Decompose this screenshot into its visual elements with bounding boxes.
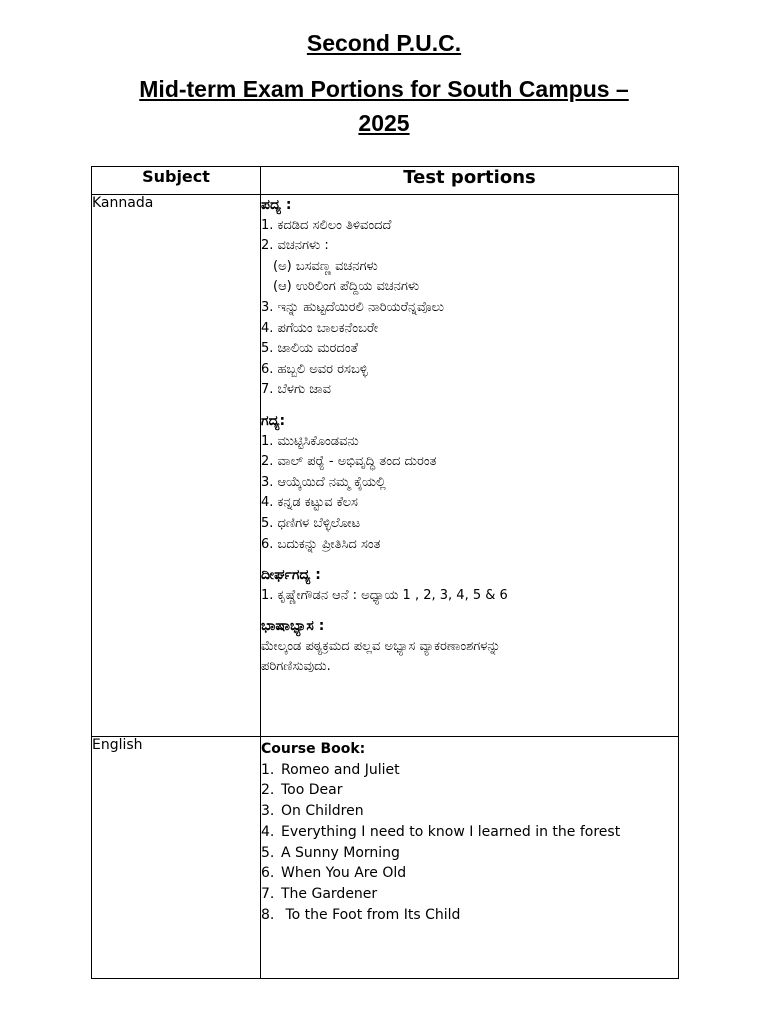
list-item-number: 6.	[261, 865, 275, 882]
list-item-text: The Gardener	[281, 885, 378, 902]
list-item: 4. ಪಗೆಯಂ ಬಾಲಕನೆಂಬರೇ	[261, 320, 379, 336]
column-header-test-portions: Test portions	[261, 167, 679, 195]
list-item	[261, 905, 678, 926]
portions-table	[91, 166, 679, 979]
list-item: 1. ಕೃಷ್ಣೇಗೌಡನ ಆನೆ : ಅಧ್ಯಾಯ 1 , 2, 3, 4, 5 & 6	[261, 587, 508, 603]
list-item-number: 2.	[261, 782, 275, 799]
list-item-number: 4.	[261, 823, 275, 840]
page-title: Second P.U.C.	[306, 30, 462, 56]
list-item: ಪರಿಗಣಿಸುವುದು.	[261, 659, 331, 675]
table-row-kannada	[92, 195, 679, 737]
list-item-number: 7.	[261, 885, 275, 902]
list-item: 1. ಮುಟ್ಟಿಸಿಕೊಂಡವನು	[261, 433, 359, 449]
list-item: 2. ವಚನಗಳು :	[261, 238, 329, 254]
kannada-section	[261, 565, 678, 606]
list-item: 5. ಜಾಲಿಯ ಮರದಂತೆ	[261, 341, 359, 357]
list-item	[261, 884, 678, 905]
list-item-text: When You Are Old	[281, 865, 407, 882]
section-heading: ದೀರ್ಘಗದ್ಯ :	[261, 567, 321, 584]
list-item-number: 1.	[261, 761, 275, 778]
english-portions	[261, 737, 678, 925]
column-header-subject: Subject	[92, 167, 261, 195]
list-item	[261, 801, 678, 822]
list-item	[261, 760, 678, 781]
course-book-heading: Course Book:	[261, 741, 366, 757]
kannada-section	[261, 195, 678, 401]
table-header-row	[92, 167, 679, 195]
list-item: 5. ಧಣಿಗಳ ಬೆಳ್ಳಿಲೋಟ	[261, 515, 361, 531]
list-item-text: On Children	[281, 803, 364, 820]
subject-cell-english: English	[92, 737, 261, 979]
list-item: (ಆ) ಉರಿಲಿಂಗ ಪೆದ್ದಿಯ ವಚನಗಳು	[273, 279, 420, 295]
list-item	[261, 780, 678, 801]
list-item-text: To the Foot from Its Child	[281, 906, 461, 923]
list-item-text: Romeo and Juliet	[281, 761, 400, 778]
portions-cell-kannada	[261, 195, 679, 737]
list-item	[261, 843, 678, 864]
kannada-section	[261, 411, 678, 555]
table-row-english	[92, 737, 679, 979]
portions-cell-english	[261, 737, 679, 979]
section-heading: ಗದ್ಯ:	[261, 412, 286, 429]
list-item: 6. ಬದುಕನ್ನು ಪ್ರೀತಿಸಿದ ಸಂತ	[261, 536, 381, 552]
list-item-text: Too Dear	[281, 782, 343, 799]
section-heading: ಪದ್ಯ :	[261, 197, 292, 213]
list-item-number: 5.	[261, 844, 275, 861]
list-item: 3. ಇನ್ನು ಹುಟ್ಟದೆಯಿರಲಿ ನಾರಿಯರೆನ್ನವೊಲು	[261, 299, 445, 315]
list-item: ಮೇಲ್ಕಂಡ ಪಠ್ಯಕ್ರಮದ ಪಲ್ಲವ ಅಭ್ಯಾಸ ವ್ಯಾಕರಣಾಂಶಗಳನ್ನು	[261, 638, 501, 654]
list-item-number: 8.	[261, 906, 275, 923]
list-item: 7. ಬೆಳಗು ಜಾವ	[261, 382, 331, 398]
list-item: 3. ಆಯ್ಕೆಯಿದೆ ನಮ್ಮ ಕೈಯಲ್ಲಿ	[261, 474, 386, 490]
list-item: 1. ಕದಡಿದ ಸಲಿಲಂ ತಿಳಿವಂದದೆ	[261, 217, 392, 233]
kannada-section	[261, 616, 678, 678]
subtitle-line-1: Mid-term Exam Portions for South Campus –	[139, 76, 629, 102]
list-item	[261, 822, 678, 843]
list-item	[261, 863, 678, 884]
list-item-text: Everything I need to know I learned in the forest	[281, 823, 621, 840]
subtitle-line-2: 2025	[358, 110, 410, 136]
list-item-text: A Sunny Morning	[281, 844, 400, 861]
kannada-portions	[261, 195, 678, 678]
section-heading: ಭಾಷಾಭ್ಯಾಸ :	[261, 618, 325, 635]
list-item: 4. ಕನ್ನಡ ಕಟ್ಟುವ ಕೆಲಸ	[261, 495, 358, 511]
list-item: 2. ವಾಲ್ ಪರ್‍ಯೆ - ಅಭಿವೃದ್ಧಿ ತಂದ ದುರಂತ	[261, 454, 437, 470]
list-item-number: 3.	[261, 803, 275, 820]
list-item: (ಅ) ಬಸವಣ್ಣ ವಚನಗಳು	[273, 258, 378, 274]
page-subtitle	[0, 72, 768, 140]
list-item: 6. ಹಬ್ಬಲಿ ಅವರ ರಸಬಳ್ಳಿ	[261, 361, 368, 377]
course-book-list	[261, 760, 678, 926]
subject-cell-kannada: Kannada	[92, 195, 261, 737]
